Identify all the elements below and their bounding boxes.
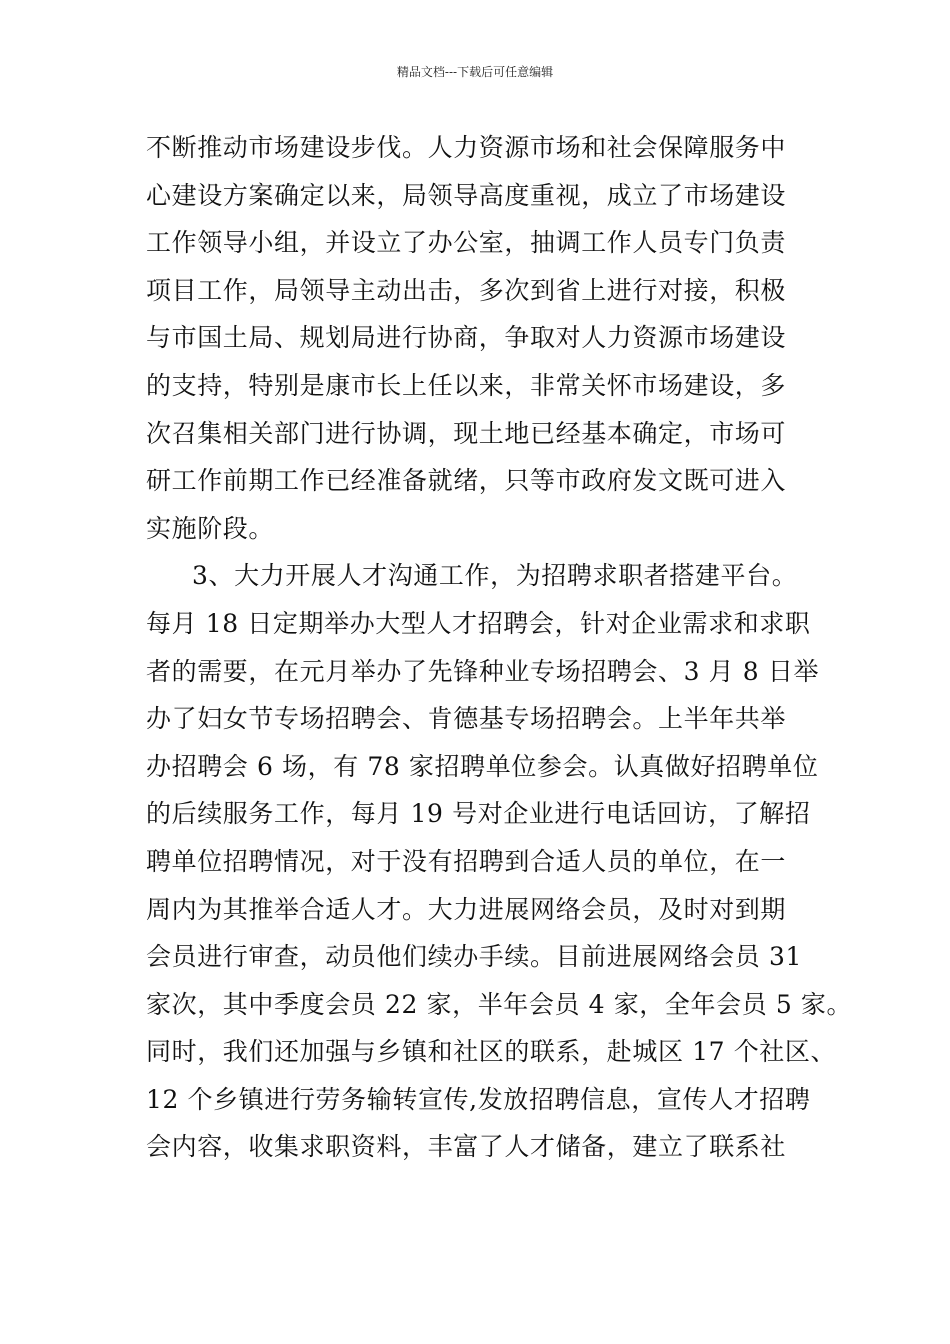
text-line: 研工作前期工作已经准备就绪，只等市政府发文既可进入 <box>146 466 787 496</box>
text-line: 实施阶段。 <box>146 513 275 543</box>
text-line: 12 个乡镇进行劳务输转宣传,发放招聘信息，宣传人才招聘 <box>146 1084 811 1114</box>
text-line: 会员进行审查，动员他们续办手续。目前进展网络会员 31 <box>146 942 802 972</box>
text-line: 周内为其推举合适人才。大力进展网络会员，及时对到期 <box>146 894 787 924</box>
text-line: 家次，其中季度会员 22 家，半年会员 4 家，全年会员 5 家。 <box>146 989 853 1019</box>
text-line: 心建设方案确定以来，局领导高度重视，成立了市场建设 <box>146 180 787 210</box>
text-line: 者的需要，在元月举办了先锋种业专场招聘会、3 月 8 日举 <box>146 656 820 686</box>
text-line: 同时，我们还加强与乡镇和社区的联系，赴城区 17 个社区、 <box>146 1037 837 1067</box>
text-line: 项目工作，局领导主动出击，多次到省上进行对接，积极 <box>146 275 787 305</box>
text-line: 办招聘会 6 场，有 78 家招聘单位参会。认真做好招聘单位 <box>146 751 819 781</box>
text-line: 会内容，收集求职资料，丰富了人才储备，建立了联系社 <box>146 1132 787 1162</box>
text-line: 的支持，特别是康市长上任以来，非常关怀市场建设，多 <box>146 370 787 400</box>
text-line: 聘单位招聘情况，对于没有招聘到合适人员的单位，在一 <box>146 846 787 876</box>
text-line: 办了妇女节专场招聘会、肯德基专场招聘会。上半年共举 <box>146 704 787 734</box>
text-line: 次召集相关部门进行协调，现土地已经基本确定，市场可 <box>146 418 787 448</box>
text-line: 的后续服务工作，每月 19 号对企业进行电话回访，了解招 <box>146 799 811 829</box>
text-line: 与市国土局、规划局进行协商，争取对人力资源市场建设 <box>146 323 787 353</box>
text-line: 工作领导小组，并设立了办公室，抽调工作人员专门负责 <box>146 228 787 258</box>
text-line: 不断推动市场建设步伐。人力资源市场和社会保障服务中 <box>146 133 787 162</box>
document-body <box>146 124 853 1171</box>
section-heading-line: 3、大力开展人才沟通工作，为招聘求职者搭建平台。 <box>192 561 798 591</box>
page-header: 精品文档---下载后可任意编辑 <box>396 65 554 79</box>
text-line: 每月 18 日定期举办大型人才招聘会，针对企业需求和求职 <box>146 608 811 638</box>
